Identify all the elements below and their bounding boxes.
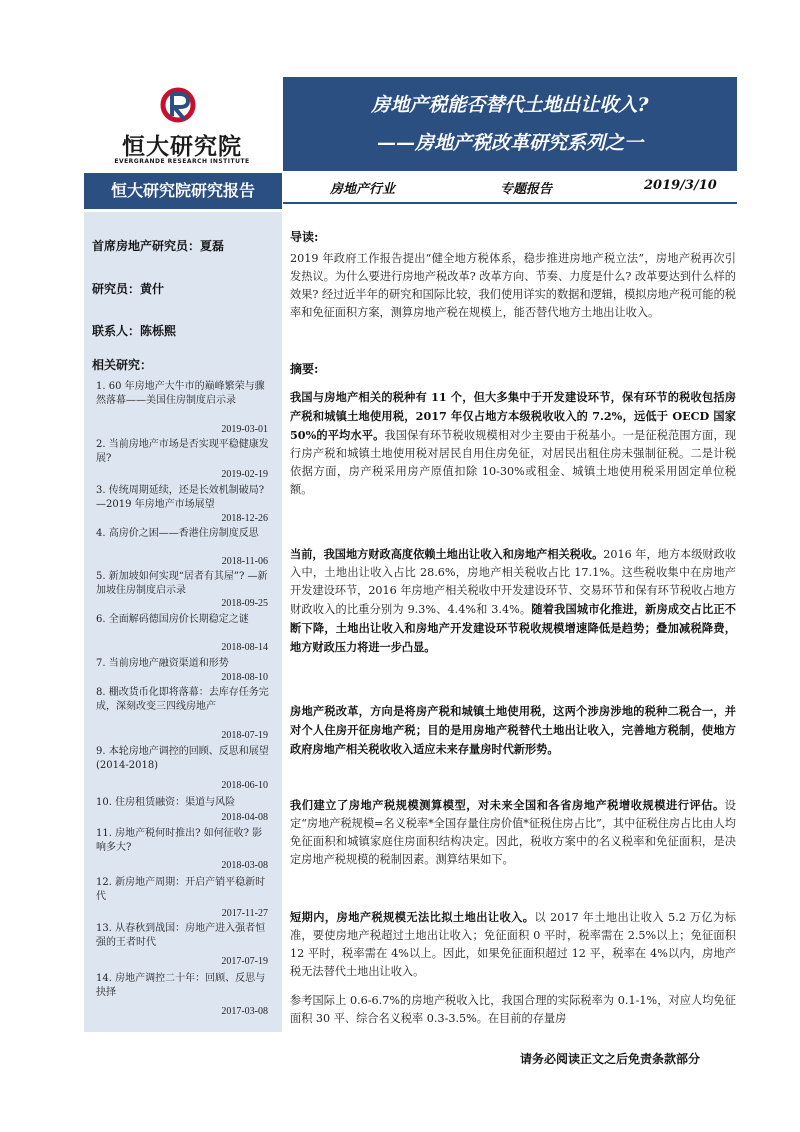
related-item-title[interactable]: 12. 新房地产周期：开启产销平稳新时代 — [96, 877, 266, 902]
related-item-date: 2018-04-08 — [221, 812, 268, 823]
related-item-title[interactable]: 10. 住房租赁融资：渠道与风险 — [96, 797, 236, 808]
p2-emphasis: 当前，我国地方财政高度依赖土地出让收入和房地产相关税收。 — [290, 547, 604, 561]
related-item-date: 2019-02-19 — [221, 469, 268, 480]
meta-report-type: 专题报告 — [500, 182, 553, 197]
related-item-title[interactable]: 7. 当前房地产融资渠道和形势 — [96, 658, 229, 669]
summary-paragraph-4 — [290, 796, 736, 869]
related-item-title[interactable]: 3. 传统周期延续，还是长效机制破局? —2019 年房地产市场展望 — [96, 485, 265, 510]
summary-paragraph-5 — [290, 908, 736, 981]
related-item-title[interactable]: 13. 从春秋到战国：房地产进入强者恒强的王者时代 — [96, 923, 266, 948]
related-item-date: 2018-07-19 — [221, 730, 268, 741]
related-item-date: 2017-03-08 — [221, 1006, 268, 1017]
report-label: 恒大研究院研究报告 — [84, 173, 282, 209]
related-item-title[interactable]: 5. 新加坡如何实现“居者有其屋”? —新加坡住房制度启示录 — [96, 571, 268, 596]
related-item-title[interactable]: 4. 高房价之困——香港住房制度反思 — [96, 528, 259, 539]
related-item-date: 2018-09-25 — [221, 598, 268, 609]
meta-industry: 房地产行业 — [330, 182, 396, 197]
related-item-date: 2018-08-14 — [221, 642, 268, 653]
evergrande-logo-icon — [158, 86, 198, 126]
p4-emphasis: 我们建立了房地产税规模测算模型，对未来全国和各省房地产税增收规模进行评估。 — [290, 798, 725, 812]
p2-text: 2016 年，地方本级财政收入中，土地出让收入占比 28.6%，房地产相关税收占比 17.1%。这些税收集中在房地产开发建设环节，2016 年房地产相关税收中开发建设环节、交易环节和保有环节税收占地方财政收入的比重分别为 9.3%、4.4%和 3.4%。 — [290, 548, 736, 616]
related-item-date: 2018-12-26 — [221, 513, 268, 524]
summary-paragraph-2 — [290, 545, 736, 657]
related-research-title: 相关研究： — [92, 358, 153, 372]
related-item-title[interactable]: 8. 棚改货币化即将落幕：去库存任务完成，深刻改变三四线房地产 — [96, 687, 269, 712]
p1-emphasis: 我国与房地产相关的税种有 11 个，但大多集中于开发建设环节，保有环节的税收包括房产税和城镇土地使用税，2017 年仅占地方本级税收收入的 7.2%，远低于 OECD 国家 50%的平均水平。 — [290, 390, 736, 442]
logo-name-cn: 恒大研究院 — [122, 134, 242, 160]
related-item-date: 2018-11-06 — [221, 556, 268, 567]
related-item-title[interactable]: 1. 60 年房地产大牛市的巅峰繁荣与骤然落幕——美国住房制度启示录 — [96, 381, 265, 406]
related-item-title[interactable]: 14. 房地产调控二十年：回顾、反思与抉择 — [96, 973, 266, 998]
related-item-date: 2019-03-01 — [221, 424, 268, 435]
p5-emphasis: 短期内，房地产税规模无法比拟土地出让收入。 — [290, 910, 535, 924]
related-item-title[interactable]: 9. 本轮房地产调控的回顾、反思和展望(2014-2018) — [96, 746, 269, 771]
related-item-date: 2018-08-10 — [221, 672, 268, 683]
meta-date: 2019/3/10 — [644, 178, 717, 193]
contact-person: 联系人：陈栎熙 — [92, 324, 177, 338]
disclaimer-footer: 请务必阅读正文之后免责条款部分 — [520, 1052, 701, 1066]
intro-paragraph: 2019 年政府工作报告提出“健全地方税体系，稳步推进房地产税立法”，房地产税再次引发热议。为什么要进行房地产税改革? 改革方向、节奏、力度是什么? 改革要达到什么样的效果? 经过近半年的研究和国际比较，我们使用详实的数据和逻辑，模拟房地产税可能的税率和免征面积方案，测算房地产税在规模上，能否替代地方土地出让收入。 — [290, 252, 736, 319]
p3-emphasis: 房地产税改革，方向是将房产税和城镇土地使用税，这两个涉房涉地的税种二税合一，并对个人住房开征房地产税；目的是用房地产税替代土地出让收入，完善地方税制，使地方政府房地产相关税收收入适应未来存量房时代新形势。 — [290, 704, 736, 756]
intro-heading: 导读: — [290, 230, 319, 244]
related-item-date: 2017-07-19 — [221, 956, 268, 967]
p5-text: 以 2017 年土地出让收入 5.2 万亿为标准，要使房地产税超过土地出让收入；免征面积 0 平时，税率需在 2.5%以上；免征面积 12 平时，税率需在 4%以上。因此，如果免征面积超过 12 平，税率在 4%以内，房地产税无法替代土地出让收入。 — [290, 911, 736, 978]
header-divider — [283, 202, 737, 204]
summary-paragraph-6: 参考国际上 0.6-6.7%的房地产税收入比，我国合理的实际税率为 0.1-1%，对应人均免征面积 30 平、综合名义税率 0.3-3.5%。在目前的存量房 — [290, 994, 736, 1025]
related-item-title[interactable]: 2. 当前房地产市场是否实现平稳健康发展? — [96, 439, 269, 464]
related-item-date: 2017-11-27 — [221, 908, 268, 919]
logo-name-en: EVERGRANDE RESEARCH INSTITUTE — [114, 158, 250, 165]
related-item-date: 2018-03-08 — [221, 860, 268, 871]
p1-text: 我国保有环节税收规模相对少主要由于税基小。一是征税范围方面，现行房产税和城镇土地使用税对居民自用住房免征，对居民出租住房未强制征税。二是计税依据方面，房产税采用房产原值扣除 10-30%或租金、城镇土地使用税采用固定单位税额。 — [290, 429, 736, 496]
summary-paragraph-1 — [290, 388, 736, 499]
researcher: 研究员：黄什 — [92, 282, 165, 296]
p4-text: 设定“房地产税规模=名义税率*全国存量住房价值*征税住房占比”，其中征税住房占比由人均免征面积和城镇家庭住房面积结构决定。因此，税收方案中的名义税率和免征面积，是决定房地产税规模的税制因素。测算结果如下。 — [290, 799, 736, 866]
related-item-date: 2018-06-10 — [221, 780, 268, 791]
p2-emphasis-2: 随着我国城市化推进，新房成交占比正不断下降，土地出让收入和房地产开发建设环节税收规模增速降低是趋势；叠加减税降费，地方财政压力将进一步凸显。 — [290, 602, 736, 654]
summary-paragraph-3 — [290, 702, 736, 759]
summary-heading: 摘要: — [290, 362, 319, 376]
chief-researcher: 首席房地产研究员：夏磊 — [92, 239, 225, 253]
page-title: 房地产税能否替代土地出让收入? — [371, 94, 649, 116]
page-subtitle: ——房地产税改革研究系列之一 — [376, 132, 643, 154]
related-item-title[interactable]: 11. 房地产税何时推出? 如何征收? 影响多大? — [96, 828, 263, 853]
related-item-title[interactable]: 6. 全面解码德国房价长期稳定之谜 — [96, 614, 249, 625]
